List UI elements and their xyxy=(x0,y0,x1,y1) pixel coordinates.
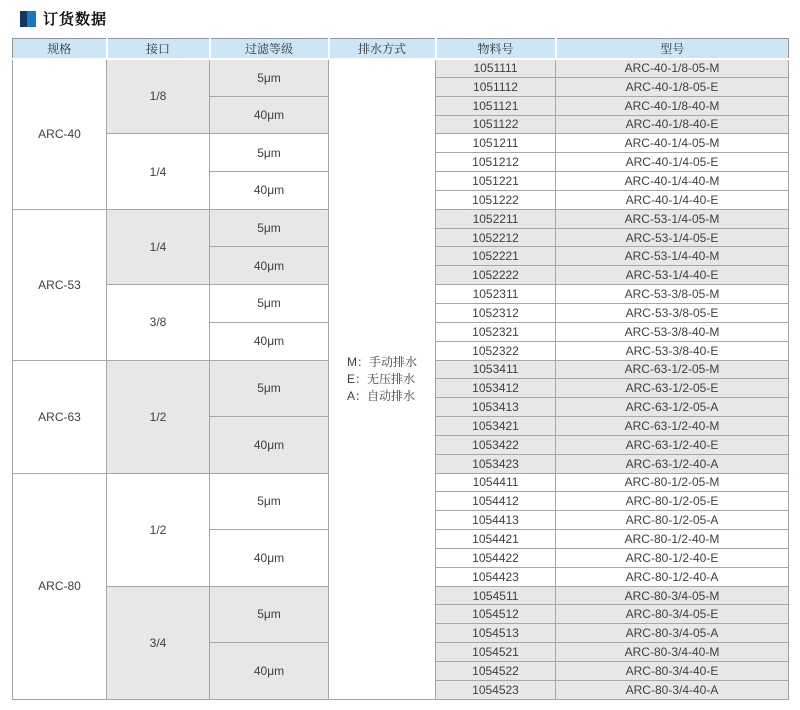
model-cell: ARC-63-1/2-05-E xyxy=(556,379,789,398)
model-cell: ARC-40-1/4-40-E xyxy=(556,190,789,209)
material-no-cell: 1052312 xyxy=(436,303,556,322)
filter-grade-cell: 40μm xyxy=(210,530,329,587)
material-no-cell: 1054413 xyxy=(436,511,556,530)
model-cell: ARC-40-1/4-05-E xyxy=(556,153,789,172)
header-model: 型号 xyxy=(556,39,789,59)
filter-grade-cell: 5μm xyxy=(210,473,329,530)
material-no-cell: 1054511 xyxy=(436,586,556,605)
port-cell: 3/8 xyxy=(107,285,210,360)
model-cell: ARC-80-1/2-40-A xyxy=(556,567,789,586)
material-no-cell: 1052222 xyxy=(436,266,556,285)
material-no-cell: 1051112 xyxy=(436,77,556,96)
port-cell: 1/2 xyxy=(107,360,210,473)
model-cell: ARC-53-3/8-05-M xyxy=(556,285,789,304)
filter-grade-cell: 5μm xyxy=(210,209,329,247)
material-no-cell: 1054411 xyxy=(436,473,556,492)
material-no-cell: 1053423 xyxy=(436,454,556,473)
filter-grade-cell: 5μm xyxy=(210,134,329,172)
filter-grade-cell: 40μm xyxy=(210,643,329,700)
material-no-cell: 1054521 xyxy=(436,643,556,662)
model-cell: ARC-40-1/4-05-M xyxy=(556,134,789,153)
section-title: 订货数据 xyxy=(43,11,108,28)
material-no-cell: 1054513 xyxy=(436,624,556,643)
drain-note-line: E：无压排水 xyxy=(347,371,416,386)
material-no-cell: 1054422 xyxy=(436,548,556,567)
model-cell: ARC-53-3/8-40-M xyxy=(556,322,789,341)
model-cell: ARC-53-1/4-05-E xyxy=(556,228,789,247)
model-cell: ARC-40-1/8-40-M xyxy=(556,96,789,115)
material-no-cell: 1054523 xyxy=(436,680,556,699)
model-cell: ARC-80-1/2-05-E xyxy=(556,492,789,511)
drain-method-cell xyxy=(329,59,436,700)
port-cell: 1/4 xyxy=(107,134,210,209)
model-cell: ARC-80-3/4-05-E xyxy=(556,605,789,624)
port-cell: 1/4 xyxy=(107,209,210,284)
filter-grade-cell: 40μm xyxy=(210,172,329,210)
spec-cell: ARC-80 xyxy=(13,473,107,699)
table-header-row xyxy=(13,39,789,59)
header-material-no: 物料号 xyxy=(436,39,556,59)
material-no-cell: 1051222 xyxy=(436,190,556,209)
table-body xyxy=(13,59,789,700)
material-no-cell: 1052212 xyxy=(436,228,556,247)
model-cell: ARC-80-3/4-40-M xyxy=(556,643,789,662)
material-no-cell: 1054412 xyxy=(436,492,556,511)
material-no-cell: 1052211 xyxy=(436,209,556,228)
header-filter-grade: 过滤等级 xyxy=(210,39,329,59)
material-no-cell: 1054512 xyxy=(436,605,556,624)
filter-grade-cell: 40μm xyxy=(210,322,329,360)
drain-note-line: M：手动排水 xyxy=(347,354,417,369)
material-no-cell: 1053413 xyxy=(436,398,556,417)
model-cell: ARC-40-1/8-05-E xyxy=(556,77,789,96)
model-cell: ARC-53-1/4-05-M xyxy=(556,209,789,228)
material-no-cell: 1053411 xyxy=(436,360,556,379)
model-cell: ARC-63-1/2-40-M xyxy=(556,417,789,436)
spec-cell: ARC-63 xyxy=(13,360,107,473)
material-no-cell: 1051221 xyxy=(436,172,556,191)
filter-grade-cell: 5μm xyxy=(210,285,329,323)
filter-grade-cell: 5μm xyxy=(210,586,329,643)
section-title-bar xyxy=(20,8,107,29)
model-cell: ARC-63-1/2-05-A xyxy=(556,398,789,417)
port-cell: 1/8 xyxy=(107,59,210,134)
model-cell: ARC-53-1/4-40-E xyxy=(556,266,789,285)
ordering-data-table xyxy=(12,38,789,700)
material-no-cell: 1051122 xyxy=(436,115,556,134)
model-cell: ARC-53-3/8-40-E xyxy=(556,341,789,360)
model-cell: ARC-80-1/2-05-A xyxy=(556,511,789,530)
filter-grade-cell: 40μm xyxy=(210,96,329,134)
header-spec: 规格 xyxy=(13,39,107,59)
filter-grade-cell: 40μm xyxy=(210,247,329,285)
model-cell: ARC-80-3/4-05-M xyxy=(556,586,789,605)
material-no-cell: 1054421 xyxy=(436,530,556,549)
model-cell: ARC-80-1/2-40-E xyxy=(556,548,789,567)
material-no-cell: 1052311 xyxy=(436,285,556,304)
spec-cell: ARC-40 xyxy=(13,59,107,210)
model-cell: ARC-40-1/8-05-M xyxy=(556,59,789,78)
material-no-cell: 1052322 xyxy=(436,341,556,360)
model-cell: ARC-80-1/2-40-M xyxy=(556,530,789,549)
drain-method-note xyxy=(347,354,417,405)
material-no-cell: 1053412 xyxy=(436,379,556,398)
model-cell: ARC-53-1/4-40-M xyxy=(556,247,789,266)
material-no-cell: 1051212 xyxy=(436,153,556,172)
model-cell: ARC-80-1/2-05-M xyxy=(556,473,789,492)
material-no-cell: 1053421 xyxy=(436,417,556,436)
model-cell: ARC-63-1/2-40-A xyxy=(556,454,789,473)
material-no-cell: 1051111 xyxy=(436,59,556,78)
two-tone-square-icon xyxy=(20,11,36,27)
model-cell: ARC-80-3/4-40-A xyxy=(556,680,789,699)
material-no-cell: 1051211 xyxy=(436,134,556,153)
material-no-cell: 1053422 xyxy=(436,435,556,454)
model-cell: ARC-80-3/4-40-E xyxy=(556,662,789,681)
model-cell: ARC-63-1/2-05-M xyxy=(556,360,789,379)
model-cell: ARC-63-1/2-40-E xyxy=(556,435,789,454)
model-cell: ARC-40-1/8-40-E xyxy=(556,115,789,134)
material-no-cell: 1052321 xyxy=(436,322,556,341)
filter-grade-cell: 5μm xyxy=(210,59,329,97)
material-no-cell: 1054522 xyxy=(436,662,556,681)
header-drain-method: 排水方式 xyxy=(329,39,436,59)
header-port: 接口 xyxy=(107,39,210,59)
filter-grade-cell: 5μm xyxy=(210,360,329,417)
model-cell: ARC-80-3/4-05-A xyxy=(556,624,789,643)
port-cell: 1/2 xyxy=(107,473,210,586)
filter-grade-cell: 40μm xyxy=(210,417,329,474)
model-cell: ARC-40-1/4-40-M xyxy=(556,172,789,191)
material-no-cell: 1054423 xyxy=(436,567,556,586)
port-cell: 3/4 xyxy=(107,586,210,699)
model-cell: ARC-53-3/8-05-E xyxy=(556,303,789,322)
spec-cell: ARC-53 xyxy=(13,209,107,360)
table-row xyxy=(13,59,789,78)
drain-note-line: A：自动排水 xyxy=(347,388,416,403)
material-no-cell: 1051121 xyxy=(436,96,556,115)
material-no-cell: 1052221 xyxy=(436,247,556,266)
